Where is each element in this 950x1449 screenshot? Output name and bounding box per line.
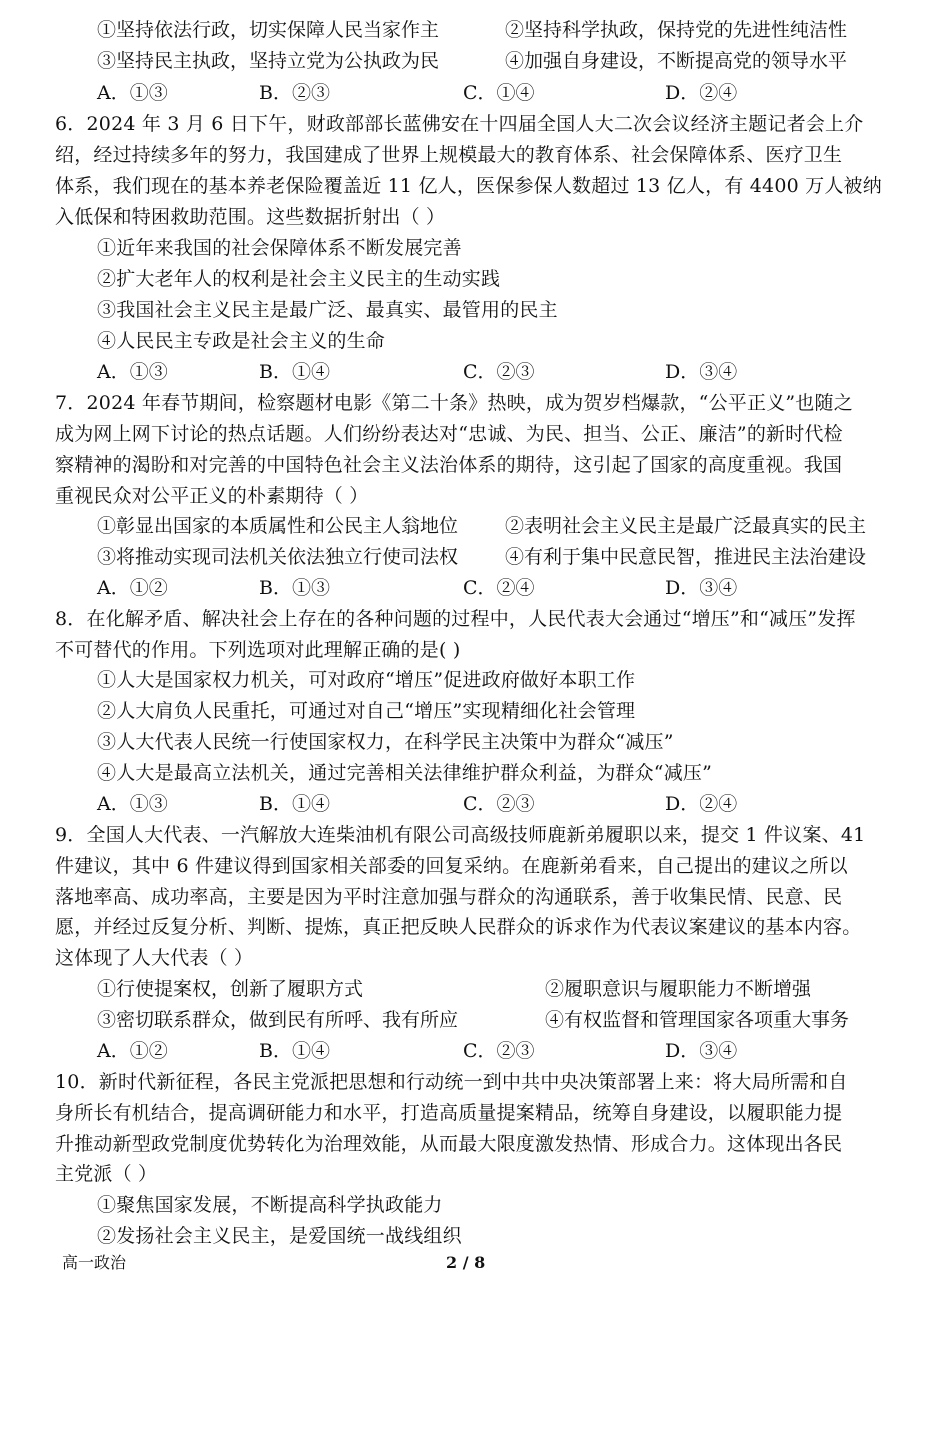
q10-stem-line: 10．新时代新征程，各民主党派把思想和行动统一到中共中央决策部署上来：将大局所需和自 [55,1071,848,1093]
q7-item-2: ②表明社会主义民主是最广泛最真实的民主 [505,515,867,537]
q5-option-b: B．②③ [259,82,330,104]
q7-stem-line: 察精神的渴盼和对完善的中国特色社会主义法治体系的期待，这引起了国家的高度重视。我国 [55,454,843,476]
q8-options [97,792,897,816]
q9-option-a: A．①② [97,1040,168,1062]
q5-item-4: ④加强自身建设，不断提高党的领导水平 [505,50,848,72]
q6-option-b: B．①④ [259,361,330,383]
q6-option-c: C．②③ [463,361,535,383]
q8-item-4: ④人大是最高立法机关，通过完善相关法律维护群众利益，为群众“减压” [97,762,713,784]
footer-subject: 高一政治 [62,1253,127,1272]
q6-options [97,360,897,384]
q6-stem-line: 体系，我们现在的基本养老保险覆盖近 11 亿人，医保参保人数超过 13 亿人，有 4400 万人被纳 [55,175,882,197]
q5-option-d: D．②④ [665,82,738,104]
q10-stem-line: 升推动新型政党制度优势转化为治理效能，从而最大限度激发热情、形成合力。这体现出各民 [55,1133,843,1155]
q8-option-d: D．②④ [665,793,738,815]
q9-item-3: ③密切联系群众，做到民有所呼、我有所应 [97,1009,459,1031]
q9-options [97,1039,897,1063]
q9-stem-line: 愿，并经过反复分析、判断、提炼，真正把反映人民群众的诉求作为代表议案建议的基本内容。 [55,916,862,938]
q7-item-3: ③将推动实现司法机关依法独立行使司法权 [97,546,459,568]
q8-option-c: C．②③ [463,793,535,815]
q6-item-1: ①近年来我国的社会保障体系不断发展完善 [97,237,462,259]
q6-item-2: ②扩大老年人的权利是社会主义民主的生动实践 [97,268,501,290]
q7-stem-line: 成为网上网下讨论的热点话题。人们纷纷表达对“忠诚、为民、担当、公正、廉洁”的新时代检 [55,423,843,445]
q7-items-row2 [97,545,907,569]
q10-item-1: ①聚焦国家发展，不断提高科学执政能力 [97,1194,443,1216]
q8-item-1: ①人大是国家权力机关，可对政府“增压”促进政府做好本职工作 [97,669,636,691]
q8-item-2: ②人大肩负人民重托，可通过对自己“增压”实现精细化社会管理 [97,700,636,722]
q8-option-b: B．①④ [259,793,330,815]
q9-items-row2 [97,1008,907,1032]
q5-option-a: A．①③ [97,82,168,104]
q7-stem-line: 7．2024 年春节期间，检察题材电影《第二十条》热映，成为贺岁档爆款，“公平正义”也随之 [55,392,853,414]
q10-item-2: ②发扬社会主义民主，是爱国统一战线组织 [97,1225,462,1247]
q9-item-1: ①行使提案权，创新了履职方式 [97,978,364,1000]
q6-item-4: ④人民民主专政是社会主义的生命 [97,330,386,352]
footer-page-number: 2 / 8 [446,1253,486,1272]
q9-option-c: C．②③ [463,1040,535,1062]
q8-stem-line: 不可替代的作用。下列选项对此理解正确的是( ) [55,639,461,661]
q9-option-d: D．③④ [665,1040,738,1062]
q5-option-c: C．①④ [463,82,535,104]
q9-stem-line: 这体现了人大代表（ ） [55,947,254,969]
q9-item-4: ④有权监督和管理国家各项重大事务 [545,1009,850,1031]
q9-stem-line: 件建议，其中 6 件建议得到国家相关部委的回复采纳。在鹿新弟看来，自己提出的建议之所以 [55,855,848,877]
q5-options [97,81,897,105]
q6-option-a: A．①③ [97,361,168,383]
q8-option-a: A．①③ [97,793,168,815]
q7-item-1: ①彰显出国家的本质属性和公民主人翁地位 [97,515,459,537]
q9-stem-line: 9．全国人大代表、一汽解放大连柴油机有限公司高级技师鹿新弟履职以来，提交 1 件议案、41 [55,824,866,846]
q7-option-c: C．②④ [463,577,535,599]
q6-stem-line: 绍，经过持续多年的努力，我国建成了世界上规模最大的教育体系、社会保障体系、医疗卫生 [55,144,843,166]
q8-item-3: ③人大代表人民统一行使国家权力，在科学民主决策中为群众“减压” [97,731,674,753]
q7-items-row1 [97,514,907,538]
q8-stem-line: 8．在化解矛盾、解决社会上存在的各种问题的过程中，人民代表大会通过“增压”和“减压”发挥 [55,608,856,630]
q5-items-row1 [97,18,907,42]
q5-item-3: ③坚持民主执政，坚持立党为公执政为民 [97,50,440,72]
q10-stem-line: 身所长有机结合，提高调研能力和水平，打造高质量提案精品，统筹自身建设，以履职能力提 [55,1102,843,1124]
page-footer [62,1252,892,1274]
q6-stem-line: 入低保和特困救助范围。这些数据折射出（ ） [55,206,446,228]
q5-items-row2 [97,49,907,73]
q5-item-2: ②坚持科学执政，保持党的先进性纯洁性 [505,19,848,41]
q7-option-d: D．③④ [665,577,738,599]
q7-item-4: ④有利于集中民意民智，推进民主法治建设 [505,546,867,568]
q7-options [97,576,897,600]
q7-stem-line: 重视民众对公平正义的朴素期待（ ） [55,485,369,507]
q9-stem-line: 落地率高、成功率高，主要是因为平时注意加强与群众的沟通联系，善于收集民情、民意、民 [55,886,843,908]
q9-item-2: ②履职意识与履职能力不断增强 [545,978,812,1000]
q7-option-a: A．①② [97,577,168,599]
q10-stem-line: 主党派（ ） [55,1163,158,1185]
q5-item-1: ①坚持依法行政，切实保障人民当家作主 [97,19,440,41]
q6-stem-line: 6．2024 年 3 月 6 日下午，财政部部长蓝佛安在十四届全国人大二次会议经济主题记者会上介 [55,113,864,135]
q7-option-b: B．①③ [259,577,330,599]
q6-item-3: ③我国社会主义民主是最广泛、最真实、最管用的民主 [97,299,558,321]
q9-option-b: B．①④ [259,1040,330,1062]
q6-option-d: D．③④ [665,361,738,383]
q9-items-row1 [97,977,907,1001]
